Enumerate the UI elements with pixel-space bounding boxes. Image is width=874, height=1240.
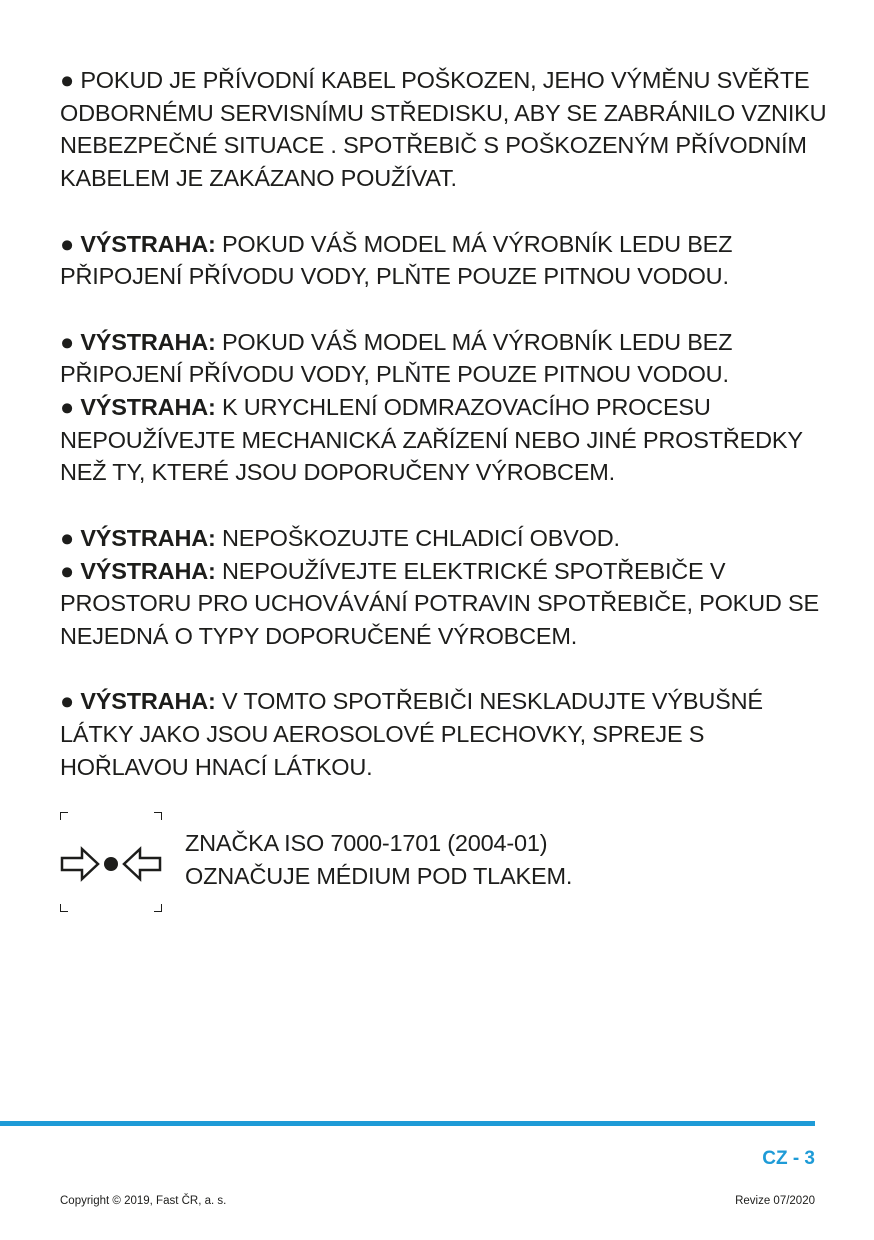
revision-label: Revize 07/2020 (735, 1195, 815, 1207)
warning-label: VÝSTRAHA: (80, 524, 216, 551)
warning-text: POKUD VÁŠ MODEL MÁ VÝROBNÍK LEDU BEZ PŘIPOJENÍ PŘÍVODU VODY, PLŇTE POUZE PITNOU VODOU. (60, 328, 733, 388)
warning-text: V TOMTO SPOTŘEBIČI NESKLADUJTE VÝBUŠNÉ LÁTKY JAKO JSOU AEROSOLOVÉ PLECHOVKY, SPREJE S HOŘLAVOU HNACÍ LÁTKOU. (60, 688, 763, 780)
warning-defrost-devices (60, 391, 835, 489)
warning-refrigerant-circuit (60, 522, 835, 555)
copyright-notice: Copyright © 2019, Fast ČR, a. s. (60, 1195, 227, 1207)
page-number: CZ - 3 (762, 1148, 815, 1169)
warning-text: NEPOŠKOZUJTE CHLADICÍ OBVOD. (215, 524, 620, 551)
warning-text: NEPOUŽÍVEJTE ELEKTRICKÉ SPOTŘEBIČE V PROSTORU PRO UCHOVÁVÁNÍ POTRAVIN SPOTŘEBIČE, POKUD SE NEJEDNÁ O TYPY DOPORUČENÉ VÝROBCEM. (60, 557, 819, 649)
warning-label: VÝSTRAHA: (80, 230, 216, 257)
bullet: ● (60, 688, 81, 715)
warning-text: POKUD VÁŠ MODEL MÁ VÝROBNÍK LEDU BEZ PŘIPOJENÍ PŘÍVODU VODY, PLŇTE POUZE PITNOU VODOU. (60, 230, 733, 290)
warning-power-cable: ● POKUD JE PŘÍVODNÍ KABEL POŠKOZEN, JEHO VÝMĚNU SVĚŘTE ODBORNÉMU SERVISNÍMU STŘEDISKU, ABY SE ZABRÁNILO VZNIKU NEBEZPEČNÉ SITUACE . SPOTŘEBIČ S POŠKOZENÝM PŘÍVODNÍM KABELEM JE ZAKÁZANO POUŽÍVAT. (60, 67, 827, 192)
bullet: ● (60, 394, 81, 420)
bullet: ● (60, 328, 81, 355)
bullet: ● (60, 557, 81, 584)
iso-standard-label: ZNAČKA ISO 7000-1701 (2004-01) (185, 830, 548, 856)
iso-symbol-block (60, 812, 620, 912)
footer-divider (0, 1121, 815, 1126)
iso-meaning-label: OZNAČUJE MÉDIUM POD TLAKEM. (185, 862, 573, 889)
warning-ice-maker-water-repeat (60, 326, 835, 391)
iso-symbol-frame (60, 812, 162, 912)
warning-text: K URYCHLENÍ ODMRAZOVACÍHO PROCESU NEPOUŽÍVEJTE MECHANICKÁ ZAŘÍZENÍ NEBO JINÉ PROSTŘEDKY NEŽ TY, KTERÉ JSOU DOPORUČENY VÝROBCEM. (60, 394, 803, 486)
iso-description (185, 827, 572, 892)
warning-electrical-appliances (60, 555, 835, 653)
bullet: ● (60, 230, 81, 257)
warning-ice-maker-water (60, 228, 835, 293)
warning-explosive-substances (60, 685, 835, 783)
warning-label: VÝSTRAHA: (80, 328, 216, 355)
warnings-section (60, 64, 835, 783)
warning-label: VÝSTRAHA: (80, 557, 216, 584)
warning-label: VÝSTRAHA: (80, 688, 216, 715)
warning-label: VÝSTRAHA: (80, 394, 216, 420)
bullet: ● (60, 524, 81, 551)
pressurized-medium-symbol-icon (60, 840, 162, 888)
